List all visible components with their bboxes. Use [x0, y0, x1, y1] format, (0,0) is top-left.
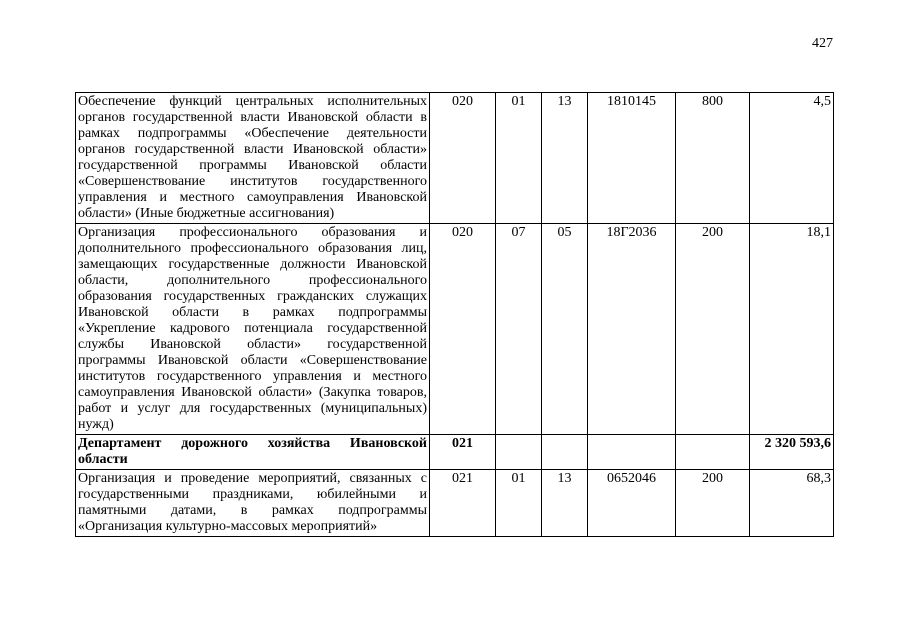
row-name-cell	[76, 470, 430, 537]
ministry-code-cell: 021	[430, 435, 496, 470]
row-name-cell: Организация профессионального образования и дополнительного профессионального образования лиц, замещающих государственные должности Ивановской области, дополнительного профессионального образования государственных гражданских служащих Ивановской области в рамках подпрограммы «Укрепление кадрового потенциала государственной службы Ивановской области» государственной программы Ивановской области «Совершенствование институтов государственного управления и местного самоуправления Ивановской области» (Закупка товаров, работ и услуг для государственных (муниципальных) нужд)	[76, 224, 430, 435]
section-code-cell: 01	[496, 93, 542, 224]
section-code-cell: 07	[496, 224, 542, 435]
table-row	[76, 224, 834, 435]
budget-table	[75, 92, 834, 537]
ministry-code-cell: 020	[430, 224, 496, 435]
amount-cell: 2 320 593,6	[750, 435, 834, 470]
target-code-cell: 0652046	[588, 470, 676, 537]
expense-type-cell: 200	[676, 224, 750, 435]
expense-type-cell: 800	[676, 93, 750, 224]
subsection-code-cell: 13	[542, 470, 588, 537]
expense-type-cell	[676, 435, 750, 470]
subsection-code-cell: 13	[542, 93, 588, 224]
row-name-text: Организация и проведение мероприятий, связанных с государственными праздниками, юбилейными и памятными датами, в рамках подпрограммы «Организация культурно-массовых мероприятий»	[78, 471, 427, 534]
amount-cell: 68,3	[750, 470, 834, 537]
subsection-code-cell: 05	[542, 224, 588, 435]
target-code-cell: 1810145	[588, 93, 676, 224]
expense-type-cell: 200	[676, 470, 750, 537]
subsection-code-cell	[542, 435, 588, 470]
section-code-cell	[496, 435, 542, 470]
row-name-cell: Обеспечение функций центральных исполнительных органов государственной власти Ивановской области в рамках подпрограммы «Обеспечение деятельности органов государственной власти Ивановской области» государственной программы Ивановской области «Совершенствование институтов государственного управления и местного самоуправления Ивановской области» (Иные бюджетные ассигнования)	[76, 93, 430, 224]
amount-cell: 4,5	[750, 93, 834, 224]
target-code-cell: 18Г2036	[588, 224, 676, 435]
target-code-cell	[588, 435, 676, 470]
table-row	[76, 93, 834, 224]
page-number: 427	[812, 36, 833, 51]
table-row	[76, 435, 834, 470]
row-name-cell: Департамент дорожного хозяйства Ивановской области	[76, 435, 430, 470]
table-row	[76, 470, 834, 537]
section-code-cell: 01	[496, 470, 542, 537]
amount-cell: 18,1	[750, 224, 834, 435]
ministry-code-cell: 020	[430, 93, 496, 224]
ministry-code-cell: 021	[430, 470, 496, 537]
